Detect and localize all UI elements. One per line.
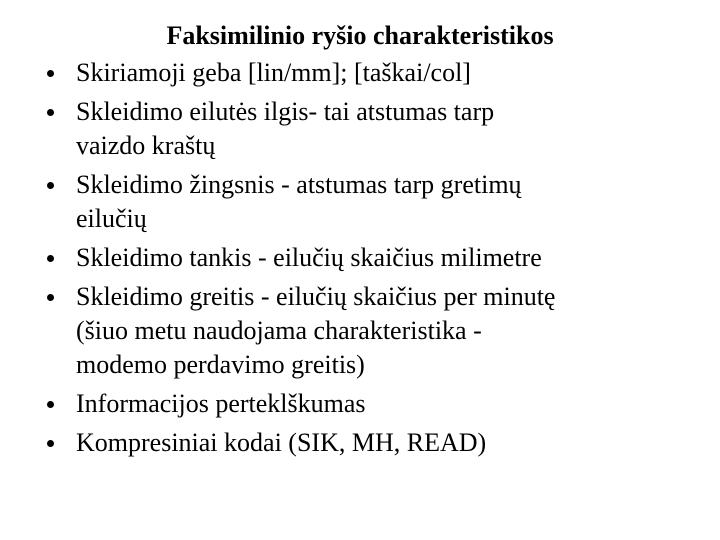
bullet-line: Skiriamoji geba [lin/mm]; [taškai/col] bbox=[76, 58, 471, 87]
bullet-line: (šiuo metu naudojama charakteristika - bbox=[76, 316, 482, 345]
bullet-dot-icon bbox=[47, 255, 54, 262]
bullet-item bbox=[40, 95, 680, 163]
bullet-item bbox=[40, 241, 680, 275]
bullet-dot-icon bbox=[47, 440, 54, 447]
bullet-dot-icon bbox=[47, 182, 54, 189]
bullet-dot-icon bbox=[47, 109, 54, 116]
bullet-dot-icon bbox=[47, 70, 54, 77]
bullet-dot-icon bbox=[47, 401, 54, 408]
bullet-item bbox=[40, 426, 680, 460]
bullet-text bbox=[76, 56, 680, 90]
bullet-item bbox=[40, 56, 680, 90]
bullet-dot-icon bbox=[47, 294, 54, 301]
bullet-text bbox=[76, 95, 680, 163]
bullet-text bbox=[76, 280, 680, 382]
bullet-text bbox=[76, 241, 680, 275]
bullet-line: modemo perdavimo greitis) bbox=[76, 350, 365, 379]
bullet-text bbox=[76, 387, 680, 421]
bullet-item bbox=[40, 168, 680, 236]
bullet-line: eilučių bbox=[76, 204, 147, 233]
bullet-line: Skleidimo tankis - eilučių skaičius milimetre bbox=[76, 243, 542, 272]
bullet-list bbox=[40, 56, 680, 465]
bullet-line: Skleidimo eilutės ilgis- tai atstumas tarp bbox=[76, 97, 495, 126]
bullet-line: Informacijos perteklškumas bbox=[76, 389, 366, 418]
bullet-text bbox=[76, 168, 680, 236]
bullet-line: Kompresiniai kodai (SIK, MH, READ) bbox=[76, 428, 487, 457]
slide-title: Faksimilinio ryšio charakteristikos bbox=[166, 21, 554, 50]
bullet-line: Skleidimo greitis - eilučių skaičius per minutę bbox=[76, 282, 556, 311]
bullet-item bbox=[40, 280, 680, 382]
bullet-text bbox=[76, 426, 680, 460]
bullet-line: vaizdo kraštų bbox=[76, 131, 216, 160]
bullet-item bbox=[40, 387, 680, 421]
bullet-line: Skleidimo žingsnis - atstumas tarp gretimų bbox=[76, 170, 522, 199]
